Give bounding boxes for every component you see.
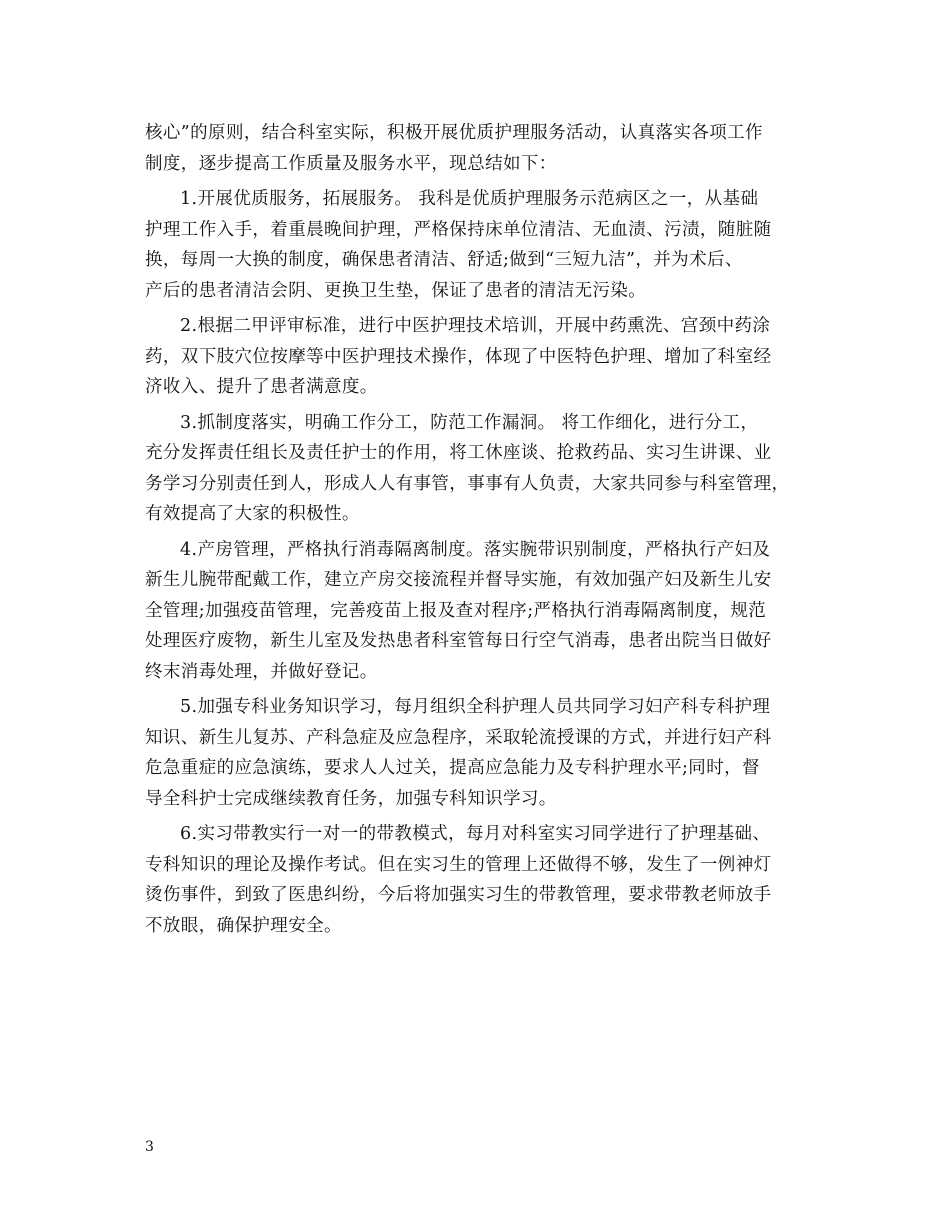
paragraph-item-5 — [145, 692, 807, 814]
text-line: 核心”的原则，结合科室实际，积极开展优质护理服务活动，认真落实各项工作 — [145, 123, 763, 143]
text-line: 1.开展优质服务，拓展服务。 我科是优质护理服务示范病区之一，从基础 — [180, 189, 759, 209]
text-line: 烫伤事件，到致了医患纠纷，今后将加强实习生的带教管理，要求带教老师放手 — [145, 885, 772, 905]
text-line: 知识、新生儿复苏、产科急症及应急程序，采取轮流授课的方式，并进行妇产科 — [145, 727, 772, 748]
text-line: 产后的患者清洁会阴、更换卫生垫，保证了患者的清洁无污染。 — [145, 280, 647, 301]
text-line: 危急重症的应急演练，要求人人过关，提高应急能力及专科护理水平;同时，督 — [145, 758, 760, 778]
paragraph-item-3 — [145, 408, 807, 530]
text-line: 充分发挥责任组长及责任护士的作用，将工休座谈、抢救药品、实习生讲课、业 — [145, 443, 772, 463]
text-line: 新生儿腕带配戴工作，建立产房交接流程并督导实施，有效加强产妇及新生儿安 — [145, 570, 772, 590]
paragraph-item-1 — [145, 184, 807, 306]
text-line: 5.加强专科业务知识学习，每月组织全科护理人员共同学习妇产科专科护理 — [180, 697, 771, 717]
text-line: 药，双下肢穴位按摩等中医护理技术操作，体现了中医特色护理、增加了科室经 — [145, 346, 772, 367]
document-body — [145, 118, 807, 941]
text-line: 换，每周一大换的制度，确保患者清洁、舒适;做到“三短九洁”，并为术后、 — [145, 250, 743, 270]
page-number: 3 — [145, 1139, 154, 1155]
text-line: 不放眼，确保护理安全。 — [145, 915, 342, 936]
text-line: 终末消毒处理，并做好登记。 — [145, 661, 378, 682]
paragraph-item-4 — [145, 535, 807, 688]
paragraph-item-6 — [145, 819, 807, 941]
text-line: 处理医疗废物，新生儿室及发热患者科室管每日行空气消毒，患者出院当日做好 — [145, 631, 772, 651]
text-line: 导全科护士完成继续教育任务，加强专科知识学习。 — [145, 788, 557, 809]
text-line: 制度，逐步提高工作质量及服务水平，现总结如下： — [145, 153, 557, 174]
text-line: 6.实习带教实行一对一的带教模式，每月对科室实习同学进行了护理基础、 — [180, 824, 771, 844]
text-line: 有效提高了大家的积极性。 — [145, 504, 360, 524]
text-line: 全管理;加强疫苗管理，完善疫苗上报及查对程序;严格执行消毒隔离制度，规范 — [145, 600, 767, 621]
text-line: 务学习分别责任到人，形成人人有事管，事事有人负责，大家共同参与科室管理， — [145, 473, 790, 494]
text-line: 2.根据二甲评审标准，进行中医护理技术培训，开展中药熏洗、宫颈中药涂 — [180, 316, 771, 336]
text-line: 护理工作入手，着重晨晚间护理，严格保持床单位清洁、无血渍、污渍，随脏随 — [145, 219, 772, 240]
text-line: 4.产房管理，严格执行消毒隔离制度。落实腕带识别制度，严格执行产妇及 — [180, 539, 771, 560]
text-line: 济收入、提升了患者满意度。 — [145, 377, 378, 397]
paragraph-item-2 — [145, 311, 807, 403]
text-line: 3.抓制度落实，明确工作分工，防范工作漏洞。 将工作细化，进行分工， — [180, 412, 759, 433]
text-line: 专科知识的理论及操作考试。但在实习生的管理上还做得不够，发生了一例神灯 — [145, 854, 772, 875]
paragraph-intro — [145, 118, 807, 179]
